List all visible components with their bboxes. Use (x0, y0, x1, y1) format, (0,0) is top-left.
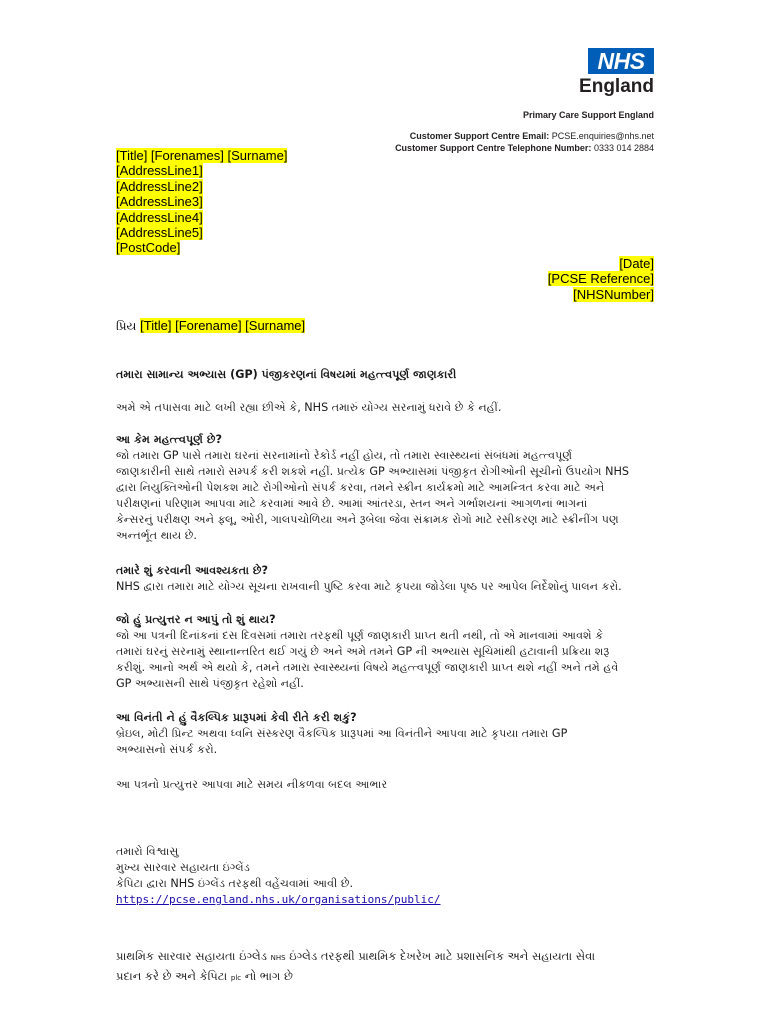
contact-phone-label: Customer Support Centre Telephone Number: (395, 143, 592, 153)
nhs-england-wordmark: England (579, 76, 654, 97)
footer-part-3: પ્રદાન કરે છે અને કેપિટા (116, 969, 228, 983)
pcse-reference: [PCSE Reference] (547, 271, 654, 287)
alternative-format-line: બ્રેઇલ, મોટી પ્રિન્ટ અથવા ધ્વનિ સંસ્કરણ વૈકલ્પિક પ્રારૂપમાં આ વિનંતીને આપવા માટે કૃપયા તમારા GP (116, 727, 568, 740)
contact-email (330, 131, 654, 141)
footer-part-1: પ્રાથમિક સારવાર સહાયતા ઇંગ્લેડ (116, 949, 267, 963)
recipient-address (116, 148, 287, 256)
contact-email-value: PCSE.enquiries@nhs.net (551, 131, 654, 141)
footer-part-2: ઇંગ્લેડ તરફથી પ્રાથમિક દેખરેખ માટે પ્રશાસનિક અને સહાયતા સેવા (289, 949, 596, 963)
why-line: જાણકારીની સાથે તમારો સમ્પર્ક કરી શકશે નહીં. પ્રત્યેક GP અભ્યાસમાં પંજીકૃત રોગીઓની સૂચીનો ઉપયોગ NHS (116, 465, 630, 478)
letter-references (400, 256, 654, 302)
no-reply-line: તમારાં ઘરનું સરનામું સ્થાનાન્તરિત થઈ ગયું છે અને અમે તમને GP ની અભ્યાસ સૂચિમાંથી હટાવાની પ્રક્રિયા શરૂ (116, 645, 610, 658)
no-reply-section (116, 612, 656, 692)
why-line: કેન્સરનું પરીક્ષણ અને ફ્લૂ, ઓરી, ગાલપચોળિયા અને રૂબેલા જેવા સંક્રામક રોગો માટે રસીકરણ માટે સ્ક્રીનીંગ પણ (116, 513, 619, 526)
why-line: દ્વારા નિયુક્તિઓની પેશકશ માટે રોગીઓનો સંપર્ક કરવા, તમને સ્ક્રીન કાર્યક્રમો માટે આમન્ત્રિત કરવા માટે અને (116, 481, 605, 494)
no-reply-heading: જો હું પ્રત્યુત્તર ન આપું તો શું થાય? (116, 613, 276, 626)
salutation (116, 318, 305, 334)
contact-email-label: Customer Support Centre Email: (409, 131, 550, 141)
address-line-3: [AddressLine3] (116, 194, 203, 210)
contact-phone-value: 0333 014 2884 (593, 143, 654, 153)
address-line-1: [AddressLine1] (116, 163, 203, 179)
no-reply-line: કરીશું. આનો અર્થ એ થયો કે, તમને તમારા સ્વાસ્થ્યનાં વિષયે મહત્ત્વપૂર્ણ જાણકારી પ્રાપ્ત થશે નહીં અને તમે હવે (116, 661, 619, 674)
postcode: [PostCode] (116, 240, 181, 256)
letter-title: તમારા સામાન્ય અભ્યાસ (GP) પંજીકરણનાં વિષયમાં મહત્ત્વપૂર્ણ જાણકારી (116, 368, 457, 381)
closing-block (116, 844, 656, 908)
why-line: જો તમારા GP પાસે તમારા ઘરનાં સરનામાંનો રેકોર્ડ નહીં હોય, તો તમારા સ્વાસ્થ્યનાં સંબંધમાં મહત્ત્વપૂર્ણ (116, 449, 573, 462)
alternative-format-section (116, 710, 656, 758)
why-line: અન્તર્ભૂત થાય છે. (116, 529, 197, 542)
pcse-website-link[interactable]: https://pcse.england.nhs.uk/organisations/public/ (116, 893, 441, 906)
address-line-2: [AddressLine2] (116, 178, 203, 194)
what-to-do-section (116, 563, 656, 595)
footer-plc-small: plc (230, 974, 242, 982)
letter-date: [Date] (619, 256, 654, 271)
why-important-heading: આ કેમ મહત્ત્વપૂર્ણ છે? (116, 433, 223, 446)
contact-phone (330, 143, 654, 153)
nhs-logo: NHS (588, 48, 654, 74)
recipient-name: [Title] [Forenames] [Surname] (116, 148, 288, 163)
nhs-number: [NHSNumber] (573, 286, 654, 302)
footer-part-4: નો ભાગ છે (244, 969, 293, 983)
closing-org: મુખ્ય સારવાર સહાયતા ઇંગ્લેંડ (116, 861, 250, 874)
no-reply-line: GP અભ્યાસની સાથે પંજીકૃત રહેશો નહીં. (116, 677, 304, 690)
footer-nhs-small: NHS (270, 954, 286, 962)
thanks-text: આ પત્રનો પ્રત્યુત્તર આપવા માટે સમય નીકળવા બદલ આભાર (116, 778, 388, 791)
what-to-do-heading: તમારે શું કરવાની આવશ્યકતા છે? (116, 564, 268, 577)
closing-yours: તમારો વિશ્વાસુ (116, 845, 179, 858)
why-important-section (116, 432, 656, 544)
salutation-prefix: પ્રિય (116, 319, 137, 333)
closing-delivered: કેપિટા દ્વારા NHS ઇંગ્લેંડ તરફથી વહેંચવામાં આવી છે. (116, 877, 354, 890)
alternative-format-line: અભ્યાસનો સંપર્ક કરો. (116, 743, 218, 756)
intro-text: અમે એ તપાસવા માટે લખી રહ્યા છીએ કે, NHS તમારું યોગ્ય સરનામું ધરાવે છે કે નહીં. (116, 401, 502, 414)
why-line: પરીક્ષણનાં પરિણામ આપવા માટે કરવામાં આવે છે. આમાં આંતરડા, સ્તન અને ગર્ભાશયનાં આગળનાં ભાગનાં (116, 497, 588, 510)
address-line-4: [AddressLine4] (116, 209, 203, 225)
address-line-5: [AddressLine5] (116, 225, 203, 241)
alternative-format-heading: આ વિનંતી ને હું વૈકલ્પિક પ્રારૂપમાં કેવી રીતે કરી શકું? (116, 711, 357, 724)
footer-text (116, 947, 656, 987)
what-to-do-text: NHS દ્વારા તમારા માટે યોગ્ય સૂચના રાખવાની પુષ્ટિ કરવા માટે કૃપયા જોડેલા પૃષ્ઠ પર આપેલ નિર્દેશોનું પાલન કરો. (116, 580, 622, 593)
organisation-name: Primary Care Support England (522, 110, 654, 120)
no-reply-line: જો આ પત્રની દિનાંકનાં દસ દિવસમાં તમારા તરફથી પૂર્ણ જાણકારી પ્રાપ્ત થતી નથી, તો એ માનવામાં આવશે કે (116, 629, 604, 642)
salutation-name: [Title] [Forename] [Surname] (140, 318, 306, 333)
